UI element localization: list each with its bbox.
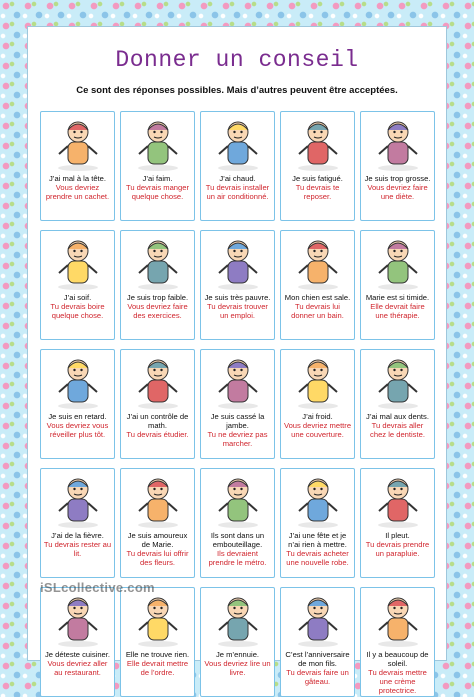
broken-leg-icon [206, 353, 269, 411]
advice-text: Tu devrais faire un gâteau. [286, 668, 349, 686]
advice-text: Vous devriez faire des exercices. [127, 302, 188, 320]
situation-text: J’ai soif. [63, 293, 92, 302]
situation-text: Je déteste cuisiner. [44, 650, 110, 659]
bored-man-icon [206, 591, 269, 649]
weightlifter-icon [126, 234, 189, 292]
card-text [203, 412, 272, 448]
card [280, 349, 355, 459]
card-text [283, 531, 352, 567]
situation-text: Je suis amoureux de Marie. [127, 531, 188, 549]
worksheet [27, 26, 447, 695]
card-text [123, 650, 192, 677]
watermark: iSLcollective.com [40, 580, 155, 595]
card-text [203, 293, 272, 320]
card [280, 468, 355, 578]
card [40, 230, 115, 340]
card [120, 111, 195, 221]
card-text [123, 531, 192, 567]
card [360, 468, 435, 578]
situation-text: Je suis trop faible. [126, 293, 189, 302]
advice-text: Tu devrais boire quelque chose. [50, 302, 105, 320]
situation-text: J’ai froid. [302, 412, 333, 421]
party-woman-icon [286, 472, 349, 530]
card-text [43, 293, 112, 320]
card-text [283, 174, 352, 201]
advice-text: Vous devriez prendre un cachet. [45, 183, 110, 201]
hot-woman-icon [206, 115, 269, 173]
situation-text: J’ai mal aux dents. [366, 412, 429, 421]
card-text [363, 293, 432, 320]
hungry-person-icon [126, 115, 189, 173]
situation-text: Je m’ennuie. [215, 650, 260, 659]
advice-text: Tu ne devriez pas marcher. [207, 430, 268, 448]
card [360, 349, 435, 459]
card-text [363, 531, 432, 558]
card [280, 587, 355, 697]
situation-text: Elle ne trouve rien. [125, 650, 190, 659]
card [200, 468, 275, 578]
card [200, 111, 275, 221]
card [200, 587, 275, 697]
page-subtitle: Ce sont des réponses possibles. Mais d’autres peuvent être acceptées. [76, 85, 398, 96]
advice-text: Tu devrais acheter une nouvelle robe. [286, 549, 349, 567]
toothache-icon [366, 353, 429, 411]
situation-text: Je suis fatigué. [292, 174, 343, 183]
situation-text: Il y a beaucoup de soleil. [366, 650, 429, 668]
situation-text: Marie est si timide. [365, 293, 430, 302]
messy-room-icon [126, 591, 189, 649]
card-text [123, 412, 192, 439]
card [120, 468, 195, 578]
card-text [363, 650, 432, 695]
situation-text: Je suis trop grosse. [364, 174, 431, 183]
advice-text: Tu devrais manger quelque chose. [125, 183, 190, 201]
card [360, 111, 435, 221]
advice-text: Tu devrais rester au lit. [43, 540, 112, 558]
advice-text: Tu devrais mettre une crème protectrice. [368, 668, 427, 695]
rain-woman-icon [366, 472, 429, 530]
situation-text: C’est l’anniversaire de mon fils. [285, 650, 350, 668]
situation-text: J’ai mal à la tête. [49, 174, 106, 183]
card-text [43, 650, 112, 677]
card [280, 230, 355, 340]
shy-girl-icon [366, 234, 429, 292]
advice-text: Elle devrait faire une thérapie. [370, 302, 425, 320]
card-text [43, 174, 112, 201]
running-man-icon [46, 353, 109, 411]
advice-text: Vous devriez mettre une couverture. [283, 421, 352, 439]
fever-bed-icon [46, 472, 109, 530]
advice-text: Vous devriez lire un livre. [204, 659, 271, 677]
advice-text: Tu devrais lui donner un bain. [291, 302, 344, 320]
card [120, 587, 195, 697]
advice-text: Elle devrait mettre de l’ordre. [126, 659, 189, 677]
page-title: Donner un conseil [115, 47, 359, 73]
advice-text: Tu devrais étudier. [126, 430, 189, 439]
situation-text: Mon chien est sale. [284, 293, 351, 302]
advice-text: Ils devraient prendre le métro. [208, 549, 267, 567]
dirty-dog-icon [286, 234, 349, 292]
card-text [203, 531, 272, 567]
card [200, 349, 275, 459]
card-text [283, 412, 352, 439]
card [40, 587, 115, 697]
cold-woman-icon [286, 353, 349, 411]
situation-text: Je suis cassé la jambe. [210, 412, 265, 430]
card-text [203, 174, 272, 201]
traffic-jam-icon [206, 472, 269, 530]
situation-text: J’ai une fête et je n’ai rien à mettre. [288, 531, 347, 549]
situation-text: Je suis en retard. [48, 412, 107, 421]
advice-text: Tu devrais lui offrir des fleurs. [126, 549, 189, 567]
card [120, 230, 195, 340]
advice-text: Tu devrais installer un air conditionné. [205, 183, 270, 201]
birthday-cake-icon [286, 591, 349, 649]
card-text [283, 650, 352, 686]
cooking-man-icon [46, 591, 109, 649]
sunbathing-icon [366, 591, 429, 649]
advice-text: Tu devrais prendre un parapluie. [365, 540, 430, 558]
card [360, 587, 435, 697]
advice-text: Tu devrais trouver un emploi. [207, 302, 268, 320]
poor-man-icon [206, 234, 269, 292]
advice-text: Vous devriez aller au restaurant. [47, 659, 108, 677]
card-text [203, 650, 272, 677]
situation-text: Il pleut. [385, 531, 410, 540]
advice-text: Tu devrais te reposer. [295, 183, 340, 201]
advice-text: Tu devrais aller chez le dentiste. [370, 421, 425, 439]
love-man-icon [126, 472, 189, 530]
situation-text: Ils sont dans un embouteillage. [210, 531, 265, 549]
card [280, 111, 355, 221]
card [40, 468, 115, 578]
situation-text: J’ai faim. [142, 174, 173, 183]
card-text [363, 412, 432, 439]
card-grid [40, 111, 436, 697]
thirsty-man-icon [46, 234, 109, 292]
sick-man-icon [46, 115, 109, 173]
card-text [43, 531, 112, 558]
situation-text: Je suis très pauvre. [204, 293, 271, 302]
math-test-icon [126, 353, 189, 411]
card [200, 230, 275, 340]
card [40, 349, 115, 459]
card [360, 230, 435, 340]
situation-text: J’ai un contrôle de math. [126, 412, 189, 430]
card-text [283, 293, 352, 320]
card-text [123, 293, 192, 320]
advice-text: Vous devriez faire une diète. [367, 183, 428, 201]
tired-boy-icon [286, 115, 349, 173]
card-text [363, 174, 432, 201]
situation-text: J’ai chaud. [219, 174, 256, 183]
advice-text: Vous devriez vous réveiller plus tôt. [46, 421, 109, 439]
card [40, 111, 115, 221]
overweight-woman-icon [366, 115, 429, 173]
card [120, 349, 195, 459]
situation-text: J’ai de la fièvre. [51, 531, 104, 540]
card-text [43, 412, 112, 439]
card-text [123, 174, 192, 201]
